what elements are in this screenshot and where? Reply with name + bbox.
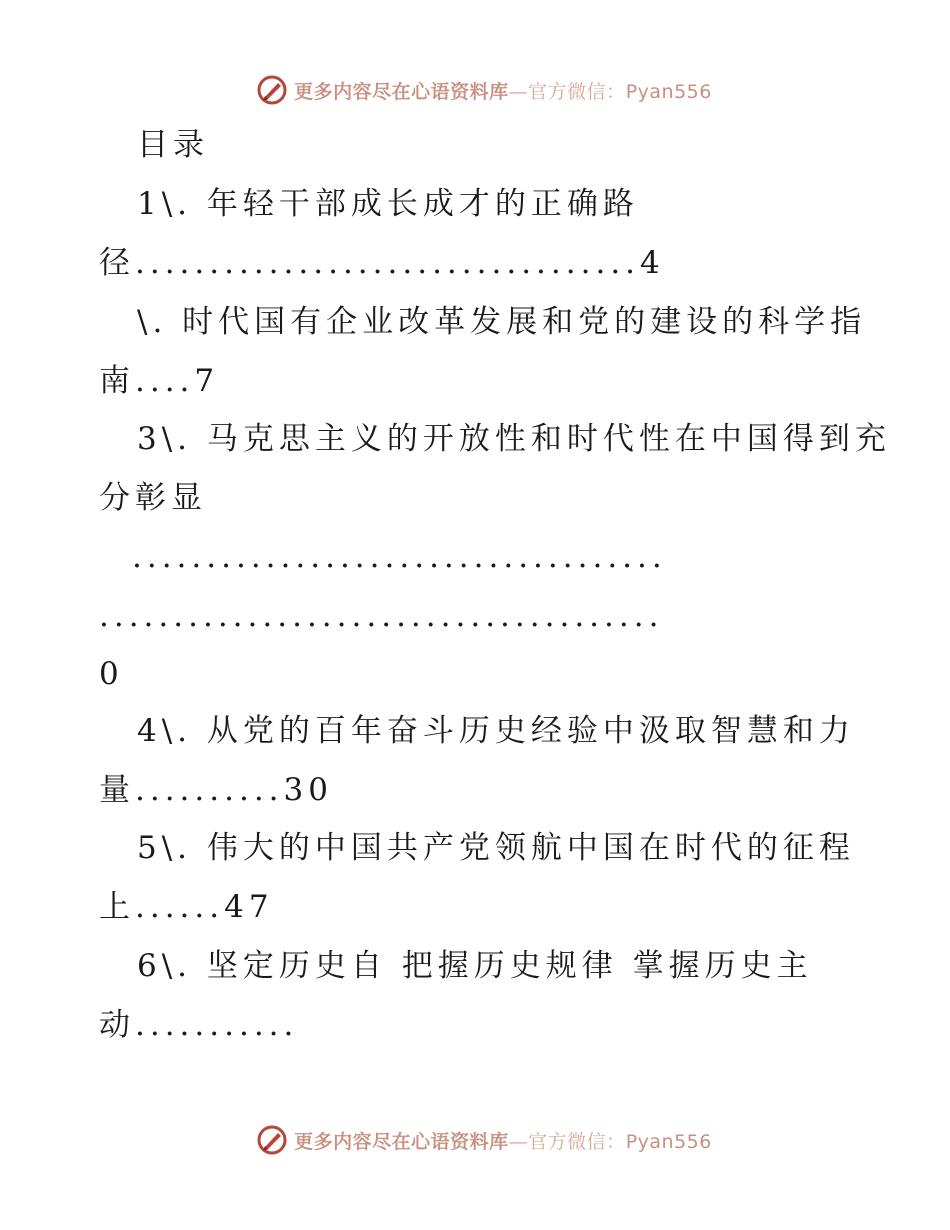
- watermark-text: [294, 1127, 712, 1154]
- watermark-account: Pyan556: [625, 80, 712, 103]
- toc-line: 动...........: [99, 1007, 299, 1043]
- toc-line: 1\. 年轻干部成长成才的正确路: [137, 186, 639, 222]
- watermark-main: 更多内容尽在心语资料库: [294, 80, 509, 103]
- toc-line: 0: [99, 656, 124, 692]
- watermark-main: 更多内容尽在心语资料库: [294, 1130, 509, 1153]
- toc-line: \. 时代国有企业改革发展和党的建设的科学指: [137, 304, 867, 340]
- toc-line: ......................................: [99, 598, 664, 634]
- toc-line: 量..........30: [99, 772, 333, 808]
- toc-line: 4\. 从党的百年奋斗历史经验中汲取智慧和力: [137, 713, 855, 749]
- watermark-dash: —: [508, 80, 529, 103]
- watermark-dash: —: [508, 1130, 529, 1153]
- watermark-account: Pyan556: [625, 1130, 712, 1153]
- pen-logo-icon: [256, 1124, 288, 1156]
- toc-line: 分彰显: [99, 480, 207, 516]
- toc-line: 3\. 马克思主义的开放性和时代性在中国得到充: [137, 421, 891, 457]
- toc-line: 5\. 伟大的中国共产党领航中国在时代的征程: [137, 830, 855, 866]
- watermark-label: 官方微信：: [528, 80, 626, 103]
- toc-line: 6\. 坚定历史自 把握历史规律 掌握历史主: [137, 948, 813, 984]
- watermark-label: 官方微信：: [528, 1130, 626, 1153]
- toc-line: 上......47: [99, 889, 274, 925]
- footer-watermark: [0, 1120, 950, 1160]
- toc-line: 南....7: [99, 363, 220, 399]
- toc-line: ....................................: [132, 539, 667, 575]
- toc-line: 径..................................4: [99, 245, 665, 281]
- toc-title: 目录: [137, 127, 209, 163]
